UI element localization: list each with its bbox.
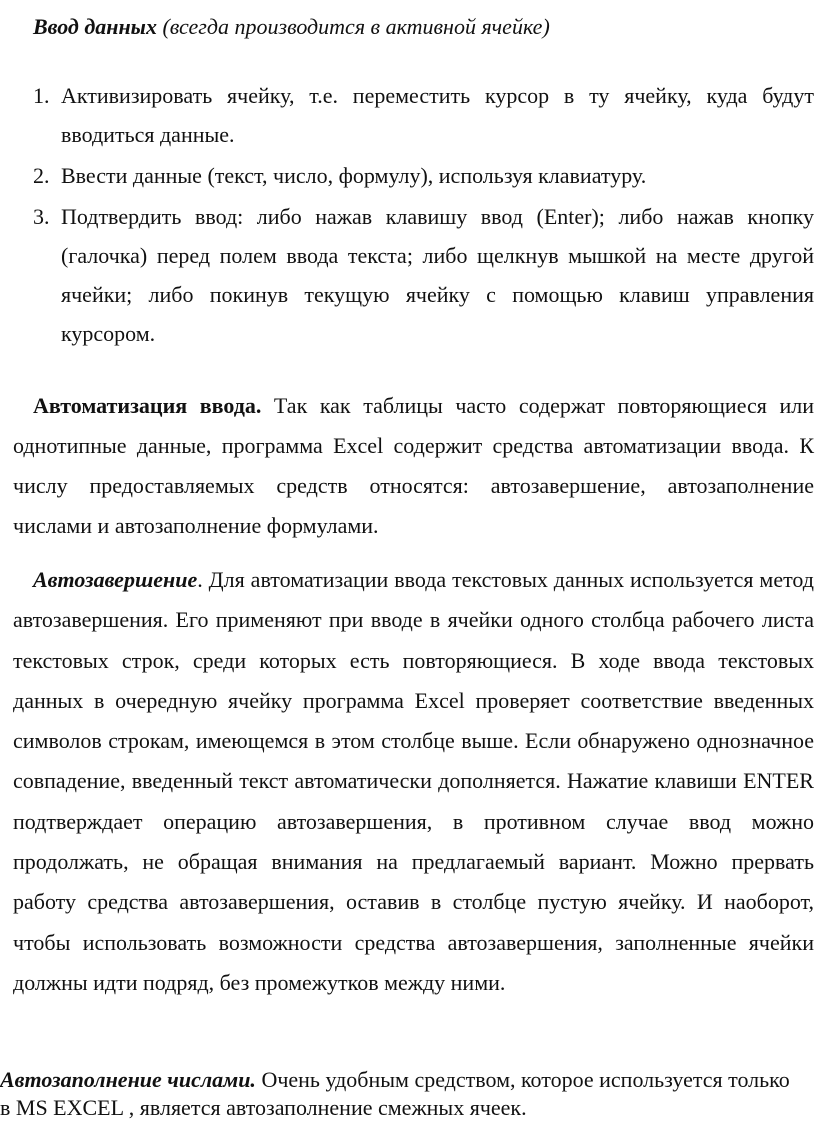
list-number: 3. xyxy=(33,204,50,229)
heading-title: Ввод данных xyxy=(33,14,157,39)
heading-subtitle: (всегда производится в активной ячейке) xyxy=(156,14,550,39)
list-item-text: Ввести данные (текст, число, формулу), используя клавиатуру. xyxy=(61,163,647,188)
autocomplete-text: . Для автоматизации ввода текстовых данных используется метод автозавершения. Его применяют при вводе в ячейки одного столбца рабочего листа текстовых строк, среди которых есть повторяющиеся. В ходе ввода текстовых данных в очередную ячейку программа Excel проверяет соответствие введенных символов строкам, имеющемся в этом столбце выше. Если обнаружено однозначное совпадение, введенный текст автоматически дополняется. Нажатие клавиши ENTER подтверждает операцию автозавершения, в противном случае ввод можно продолжать, не обращая внимания на предлагаемый вариант. Можно прервать работу средства автозавершения, оставив в столбце пустую ячейку. И наоборот, чтобы использовать возможности средства автозавершения, заполненные ячейки должны идти подряд, без промежутков между ними. xyxy=(13,567,814,995)
list-number: 2. xyxy=(33,163,50,188)
list-item-text: Подтвердить ввод: либо нажав клавишу ввод (Enter); либо нажав кнопку (галочка) перед полем ввода текста; либо щелкнув мышкой на месте другой ячейки; либо покинув текущую ячейку с помощью клавиш управления курсором. xyxy=(61,204,814,346)
list-item xyxy=(33,156,814,195)
automation-title: Автоматизация ввода. xyxy=(33,393,262,418)
autocomplete-title: Автозавершение xyxy=(33,567,198,592)
steps-list xyxy=(33,76,814,355)
autofill-text: Очень удобным средством, которое используется только в MS EXCEL , является автозаполнение смежных ячеек. xyxy=(0,1067,790,1120)
section-heading xyxy=(33,12,550,42)
automation-paragraph xyxy=(13,386,814,546)
list-item xyxy=(33,197,814,353)
list-item-text: Активизировать ячейку, т.е. переместить курсор в ту ячейку, куда будут вводиться данные. xyxy=(61,83,814,147)
autofill-title: Автозаполнение числами. xyxy=(0,1067,256,1092)
automation-text: Так как таблицы часто содержат повторяющиеся или однотипные данные, программа Excel содержит средства автоматизации ввода. К числу предоставляемых средств относятся: автозавершение, автозаполнение числами и автозаполнение формулами. xyxy=(13,393,814,538)
list-number: 1. xyxy=(33,83,50,108)
autofill-paragraph xyxy=(0,1066,800,1122)
list-item xyxy=(33,76,814,154)
autocomplete-paragraph xyxy=(13,560,814,1003)
